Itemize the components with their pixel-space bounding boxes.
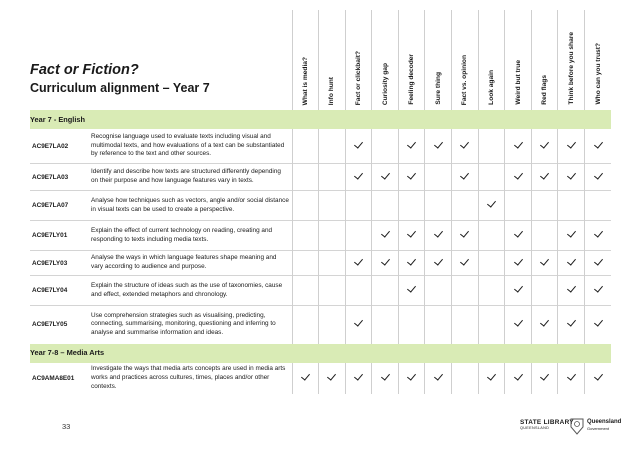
alignment-cell [585, 164, 612, 191]
activity-header-label: Red flags [541, 75, 549, 105]
queensland-government-logo [569, 417, 622, 435]
queensland-logo-subtext: Government [587, 426, 610, 431]
alignment-cell [398, 129, 425, 164]
state-library-logo [520, 419, 574, 430]
checkmark-icon [540, 256, 549, 265]
checkmark-icon [354, 170, 363, 179]
section-header-row [30, 110, 611, 129]
document-title: Fact or Fiction? [30, 62, 139, 78]
checkmark-icon [594, 228, 603, 237]
alignment-cell [398, 221, 425, 251]
checkmark-icon [434, 371, 443, 380]
table-row [30, 362, 611, 394]
checkmark-icon [514, 371, 523, 380]
checkmark-icon [514, 170, 523, 179]
alignment-cell [531, 362, 558, 394]
activity-header-1 [319, 10, 346, 110]
checkmark-icon [460, 170, 469, 179]
checkmark-icon [540, 318, 549, 327]
alignment-cell [585, 362, 612, 394]
activity-header-8 [505, 10, 532, 110]
alignment-cell [558, 129, 585, 164]
checkmark-icon [594, 256, 603, 265]
alignment-cell [585, 251, 612, 276]
alignment-cell [292, 306, 319, 344]
alignment-cell [425, 251, 452, 276]
table-row [30, 306, 611, 344]
activity-header-4 [398, 10, 425, 110]
alignment-cell [478, 251, 505, 276]
checkmark-icon [487, 198, 496, 207]
alignment-cell [478, 221, 505, 251]
alignment-cell [505, 251, 532, 276]
activity-header-3 [372, 10, 399, 110]
alignment-cell [478, 164, 505, 191]
alignment-cell [452, 221, 479, 251]
alignment-cell [425, 191, 452, 221]
section-title: Year 7-8 – Media Arts [30, 344, 611, 363]
alignment-cell [292, 251, 319, 276]
activity-header-row [30, 10, 611, 110]
activity-header-label: Who can you trust? [594, 43, 602, 105]
checkmark-icon [460, 139, 469, 148]
alignment-cell [345, 129, 372, 164]
alignment-cell [425, 306, 452, 344]
checkmark-icon [567, 283, 576, 292]
checkmark-icon [514, 318, 523, 327]
activity-header-11 [585, 10, 612, 110]
alignment-cell [531, 129, 558, 164]
alignment-cell [398, 306, 425, 344]
alignment-cell [531, 251, 558, 276]
checkmark-icon [594, 170, 603, 179]
activity-header-5 [425, 10, 452, 110]
activity-header-label: Feeling decoder [408, 54, 416, 105]
alignment-cell [505, 276, 532, 306]
activity-header-9 [531, 10, 558, 110]
alignment-cell [372, 276, 399, 306]
checkmark-icon [540, 170, 549, 179]
alignment-cell [372, 362, 399, 394]
alignment-cell [558, 276, 585, 306]
activity-header-2 [345, 10, 372, 110]
alignment-cell [505, 306, 532, 344]
alignment-cell [452, 129, 479, 164]
curriculum-table-body [30, 110, 611, 394]
alignment-cell [292, 191, 319, 221]
activity-header-label: What is media? [301, 56, 309, 105]
checkmark-icon [434, 228, 443, 237]
curriculum-code: AC9E7LA07 [30, 191, 89, 221]
checkmark-icon [540, 139, 549, 148]
alignment-cell [425, 129, 452, 164]
checkmark-icon [407, 228, 416, 237]
checkmark-icon [567, 228, 576, 237]
alignment-cell [505, 164, 532, 191]
curriculum-code: AC9E7LY01 [30, 221, 89, 251]
table-row [30, 129, 611, 164]
alignment-cell [319, 251, 346, 276]
curriculum-description: Investigate the ways that media arts concepts are used in media arts works and practices across cultures, times, places and/or other contexts. [89, 362, 292, 394]
alignment-cell [585, 306, 612, 344]
checkmark-icon [434, 256, 443, 265]
alignment-cell [372, 164, 399, 191]
alignment-cell [478, 129, 505, 164]
checkmark-icon [407, 283, 416, 292]
curriculum-description: Identify and describe how texts are structured differently depending on their purpose and how language features vary in texts. [89, 164, 292, 191]
alignment-cell [398, 164, 425, 191]
activity-header-0 [292, 10, 319, 110]
checkmark-icon [540, 371, 549, 380]
checkmark-icon [407, 371, 416, 380]
alignment-cell [372, 191, 399, 221]
activity-header-label: Sure thing [434, 72, 442, 105]
activity-header-label: Info hunt [328, 76, 336, 105]
checkmark-icon [567, 170, 576, 179]
alignment-cell [292, 164, 319, 191]
activity-header-label: Fact vs. opinion [461, 54, 469, 105]
checkmark-icon [381, 170, 390, 179]
alignment-cell [585, 221, 612, 251]
activity-header-label: Look again [487, 70, 495, 105]
alignment-cell [558, 191, 585, 221]
checkmark-icon [301, 371, 310, 380]
table-row [30, 221, 611, 251]
checkmark-icon [567, 139, 576, 148]
alignment-cell [372, 251, 399, 276]
checkmark-icon [594, 371, 603, 380]
alignment-cell [558, 221, 585, 251]
alignment-cell [398, 251, 425, 276]
section-title: Year 7 - English [30, 110, 611, 129]
alignment-cell [319, 164, 346, 191]
checkmark-icon [514, 139, 523, 148]
alignment-cell [319, 129, 346, 164]
alignment-cell [345, 362, 372, 394]
header-spacer [30, 10, 292, 110]
alignment-cell [292, 221, 319, 251]
table-row [30, 276, 611, 306]
alignment-cell [319, 306, 346, 344]
alignment-cell [345, 276, 372, 306]
alignment-cell [505, 362, 532, 394]
alignment-cell [319, 276, 346, 306]
alignment-cell [372, 306, 399, 344]
curriculum-description: Explain the structure of ideas such as the use of taxonomies, cause and effect, extended metaphors and chronology. [89, 276, 292, 306]
alignment-cell [585, 129, 612, 164]
alignment-cell [505, 191, 532, 221]
checkmark-icon [594, 139, 603, 148]
queensland-crest-icon [569, 417, 585, 435]
table-row [30, 164, 611, 191]
alignment-cell [452, 276, 479, 306]
activity-header-7 [478, 10, 505, 110]
alignment-cell [292, 362, 319, 394]
activity-header-6 [452, 10, 479, 110]
checkmark-icon [381, 256, 390, 265]
alignment-cell [345, 191, 372, 221]
alignment-cell [452, 306, 479, 344]
activity-header-label: Fact or clickbait? [354, 50, 362, 105]
table-row [30, 251, 611, 276]
alignment-cell [398, 276, 425, 306]
checkmark-icon [567, 256, 576, 265]
curriculum-code: AC9E7LY04 [30, 276, 89, 306]
checkmark-icon [594, 318, 603, 327]
alignment-cell [372, 129, 399, 164]
table-row [30, 191, 611, 221]
alignment-cell [505, 221, 532, 251]
alignment-cell [345, 221, 372, 251]
checkmark-icon [460, 228, 469, 237]
activity-header-label: Think before you share [567, 32, 575, 105]
alignment-cell [558, 251, 585, 276]
activity-header-label: Weird but true [514, 60, 522, 105]
alignment-cell [558, 164, 585, 191]
alignment-cell [531, 164, 558, 191]
alignment-cell [425, 362, 452, 394]
checkmark-icon [460, 256, 469, 265]
alignment-cell [452, 191, 479, 221]
alignment-cell [345, 251, 372, 276]
alignment-cell [558, 306, 585, 344]
checkmark-icon [434, 139, 443, 148]
curriculum-code: AC9E7LY05 [30, 306, 89, 344]
checkmark-icon [407, 139, 416, 148]
alignment-cell [425, 276, 452, 306]
alignment-cell [558, 362, 585, 394]
alignment-cell [452, 362, 479, 394]
checkmark-icon [514, 228, 523, 237]
curriculum-description: Analyse the ways in which language features shape meaning and vary according to audience and purpose. [89, 251, 292, 276]
alignment-cell [478, 362, 505, 394]
alignment-cell [398, 362, 425, 394]
queensland-logo-text: Queensland [587, 419, 622, 425]
checkmark-icon [354, 318, 363, 327]
activity-header-10 [558, 10, 585, 110]
alignment-cell [452, 164, 479, 191]
activity-header-label: Curiosity gap [381, 62, 389, 105]
alignment-cell [425, 164, 452, 191]
checkmark-icon [407, 170, 416, 179]
alignment-cell [292, 129, 319, 164]
checkmark-icon [567, 371, 576, 380]
alignment-cell [531, 306, 558, 344]
checkmark-icon [407, 256, 416, 265]
alignment-cell [531, 191, 558, 221]
alignment-cell [345, 164, 372, 191]
alignment-cell [585, 276, 612, 306]
curriculum-description: Explain the effect of current technology on reading, creating and responding to texts including media texts. [89, 221, 292, 251]
curriculum-description: Analyse how techniques such as vectors, angle and/or social distance in visual texts can be used to create a perspective. [89, 191, 292, 221]
checkmark-icon [354, 139, 363, 148]
checkmark-icon [514, 283, 523, 292]
section-header-row [30, 344, 611, 363]
page-number: 33 [62, 422, 71, 431]
alignment-cell [585, 191, 612, 221]
checkmark-icon [487, 371, 496, 380]
curriculum-table [30, 10, 611, 394]
checkmark-icon [514, 256, 523, 265]
curriculum-code: AC9E7LA03 [30, 164, 89, 191]
checkmark-icon [354, 371, 363, 380]
alignment-cell [478, 191, 505, 221]
alignment-cell [531, 221, 558, 251]
checkmark-icon [381, 228, 390, 237]
alignment-cell [398, 191, 425, 221]
alignment-cell [292, 276, 319, 306]
state-library-logo-subtext: QUEENSLAND [520, 426, 550, 430]
curriculum-description: Recognise language used to evaluate texts including visual and multimodal texts, and how evaluations of a text can be substantiated by reference to the text and other sources. [89, 129, 292, 164]
checkmark-icon [567, 318, 576, 327]
checkmark-icon [327, 371, 336, 380]
alignment-cell [478, 276, 505, 306]
checkmark-icon [381, 371, 390, 380]
curriculum-code: AC9AMA8E01 [30, 362, 89, 394]
alignment-cell [452, 251, 479, 276]
alignment-cell [478, 306, 505, 344]
curriculum-code: AC9E7LY03 [30, 251, 89, 276]
curriculum-code: AC9E7LA02 [30, 129, 89, 164]
alignment-cell [531, 276, 558, 306]
alignment-cell [319, 191, 346, 221]
alignment-cell [345, 306, 372, 344]
alignment-cell [372, 221, 399, 251]
alignment-cell [425, 221, 452, 251]
alignment-cell [319, 362, 346, 394]
alignment-cell [319, 221, 346, 251]
checkmark-icon [594, 283, 603, 292]
alignment-cell [505, 129, 532, 164]
state-library-logo-text: STATE LIBRARY [520, 419, 574, 426]
checkmark-icon [354, 256, 363, 265]
curriculum-description: Use comprehension strategies such as visualising, predicting, connecting, summarising, monitoring, questioning and inferring to analyse and summarise information and ideas. [89, 306, 292, 344]
document-subtitle: Curriculum alignment – Year 7 [30, 81, 210, 95]
